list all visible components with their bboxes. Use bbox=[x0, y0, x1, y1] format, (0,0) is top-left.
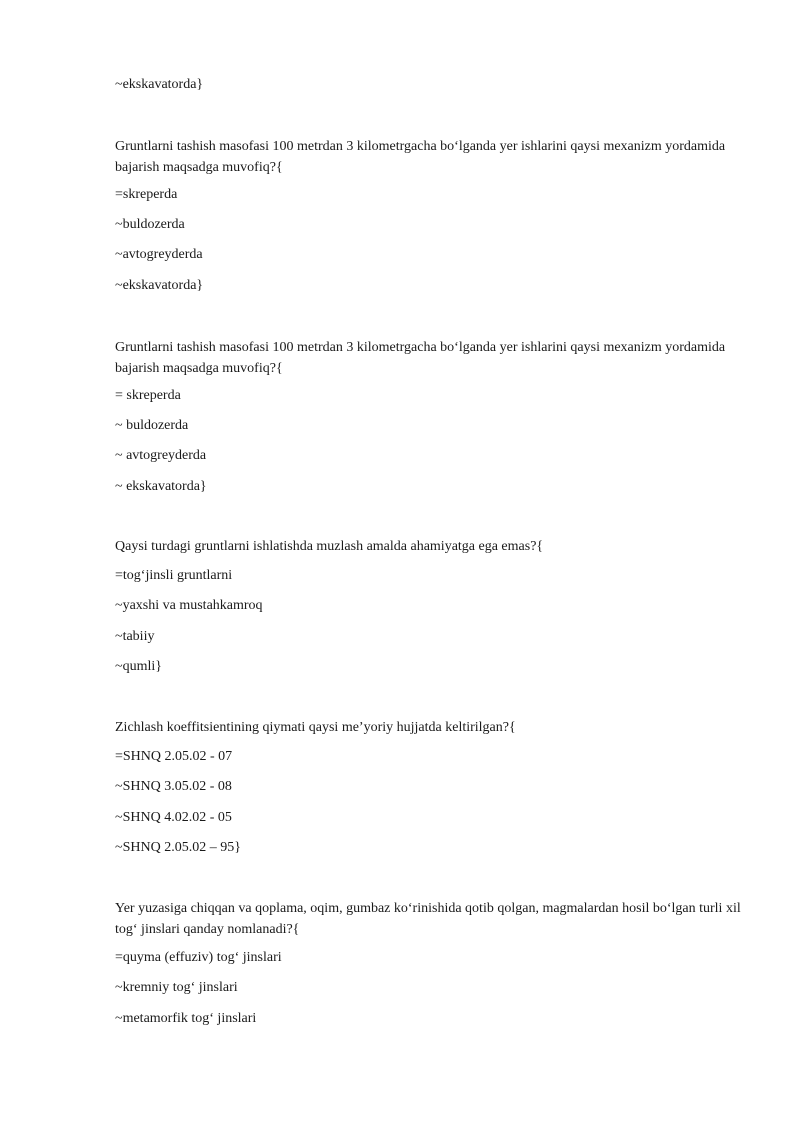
answer-option: ~ buldozerda bbox=[115, 418, 189, 433]
answer-option: ~avtogreyderda bbox=[115, 247, 203, 262]
answer-option: ~SHNQ 3.05.02 - 08 bbox=[115, 779, 232, 794]
question-text: Qaysi turdagi gruntlarni ishlatishda muzlash amalda ahamiyatga ega emas?{ bbox=[115, 539, 544, 554]
answer-option: =skreperda bbox=[115, 187, 178, 202]
question-text: Gruntlarni tashish masofasi 100 metrdan 3 kilometrgacha bo‘lganda yer ishlarini qaysi mexanizm yordamida bajarish maqsadga muvofiq?{ bbox=[115, 139, 726, 175]
answer-option: ~ekskavatorda} bbox=[115, 278, 204, 293]
answer-option: =tog‘jinsli gruntlarni bbox=[115, 568, 233, 583]
answer-option: ~buldozerda bbox=[115, 217, 185, 232]
answer-option: =quyma (effuziv) tog‘ jinslari bbox=[115, 950, 282, 965]
question-text: Zichlash koeffitsientining qiymati qaysi me’yoriy hujjatda keltirilgan?{ bbox=[115, 720, 516, 735]
answer-option: ~metamorfik tog‘ jinslari bbox=[115, 1011, 257, 1026]
answer-option: ~qumli} bbox=[115, 659, 162, 674]
answer-option: ~ avtogreyderda bbox=[115, 448, 207, 463]
answer-option: ~ekskavatorda} bbox=[115, 77, 204, 92]
answer-option: =SHNQ 2.05.02 - 07 bbox=[115, 749, 233, 764]
answer-option: ~ ekskavatorda} bbox=[115, 479, 207, 494]
answer-option: ~kremniy tog‘ jinslari bbox=[115, 980, 238, 995]
answer-option: ~SHNQ 4.02.02 - 05 bbox=[115, 810, 232, 825]
question-text: Yer yuzasiga chiqqan va qoplama, oqim, gumbaz ko‘rinishida qotib qolgan, magmalardan hosil bo‘lgan turli xil tog‘ jinslari qanday nomlanadi?{ bbox=[115, 901, 741, 937]
answer-option: = skreperda bbox=[115, 388, 181, 403]
answer-option: ~tabiiy bbox=[115, 629, 155, 644]
question-text: Gruntlarni tashish masofasi 100 metrdan 3 kilometrgacha bo‘lganda yer ishlarini qaysi mexanizm yordamida bajarish maqsadga muvofiq?{ bbox=[115, 340, 726, 376]
answer-option: ~yaxshi va mustahkamroq bbox=[115, 598, 263, 613]
answer-option: ~SHNQ 2.05.02 – 95} bbox=[115, 840, 241, 855]
